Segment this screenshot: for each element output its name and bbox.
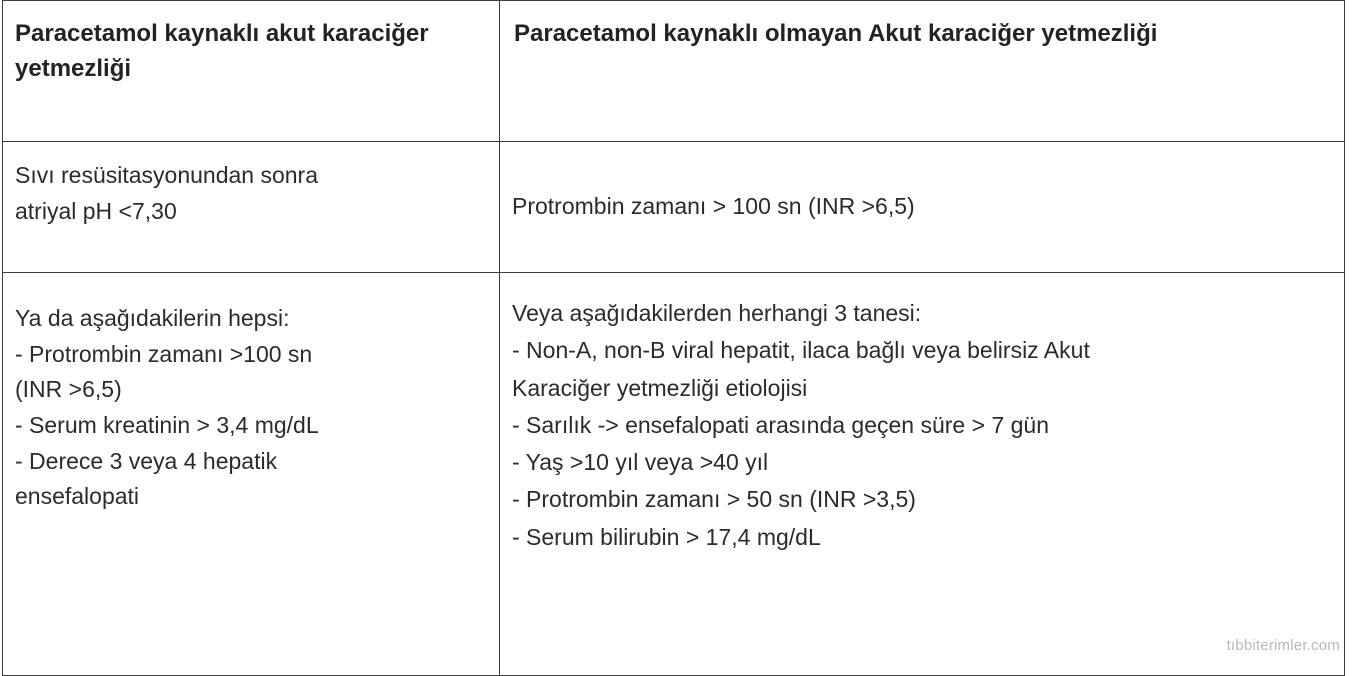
cell-non-paracetamol-primary [500,142,1345,273]
cell-line: - Serum bilirubin > 17,4 mg/dL [512,523,821,550]
cell-line: - Protrombin zamanı >100 sn [15,340,313,367]
cell-line: Ya da aşağıdakilerin hepsi: [15,305,290,331]
kings-college-criteria-table [2,0,1345,676]
cell-line: Protrombin zamanı > 100 sn (INR >6,5) [512,193,915,220]
cell-line: Veya aşağıdakilerden herhangi 3 tanesi: [512,300,922,326]
cell-line: - Derece 3 veya 4 hepatik [15,447,278,474]
cell-line: - Non-A, non-B viral hepatit, ilaca bağlı veya belirsiz Akut [512,337,1090,364]
cell-line: - Serum kreatinin > 3,4 mg/dL [15,411,319,438]
cell-line: (INR >6,5) [15,376,122,403]
table-header-row [3,1,1345,142]
watermark: tıbbiterimler.com [1226,637,1340,654]
cell-line: - Yaş >10 yıl veya >40 yıl [512,449,769,475]
cell-non-paracetamol-secondary [500,273,1345,676]
cell-line: Karaciğer yetmezliği etiolojisi [512,374,808,401]
table-row [3,142,1345,273]
cell-line: atriyal pH <7,30 [15,197,177,224]
column-header-non-paracetamol: Paracetamol kaynaklı olmayan Akut karaciğer yetmezliği [500,1,1345,142]
cell-line: ensefalopati [15,483,140,510]
cell-line: - Sarılık -> ensefalopati arasında geçen süre > 7 gün [512,411,1049,438]
cell-paracetamol-secondary [3,273,500,676]
cell-line: - Protrombin zamanı > 50 sn (INR >3,5) [512,486,916,513]
column-header-paracetamol: Paracetamol kaynaklı akut karaciğer yetmezliği [3,1,500,142]
cell-paracetamol-primary [3,142,500,273]
table-row [3,273,1345,676]
cell-line: Sıvı resüsitasyonundan sonra [15,162,319,188]
